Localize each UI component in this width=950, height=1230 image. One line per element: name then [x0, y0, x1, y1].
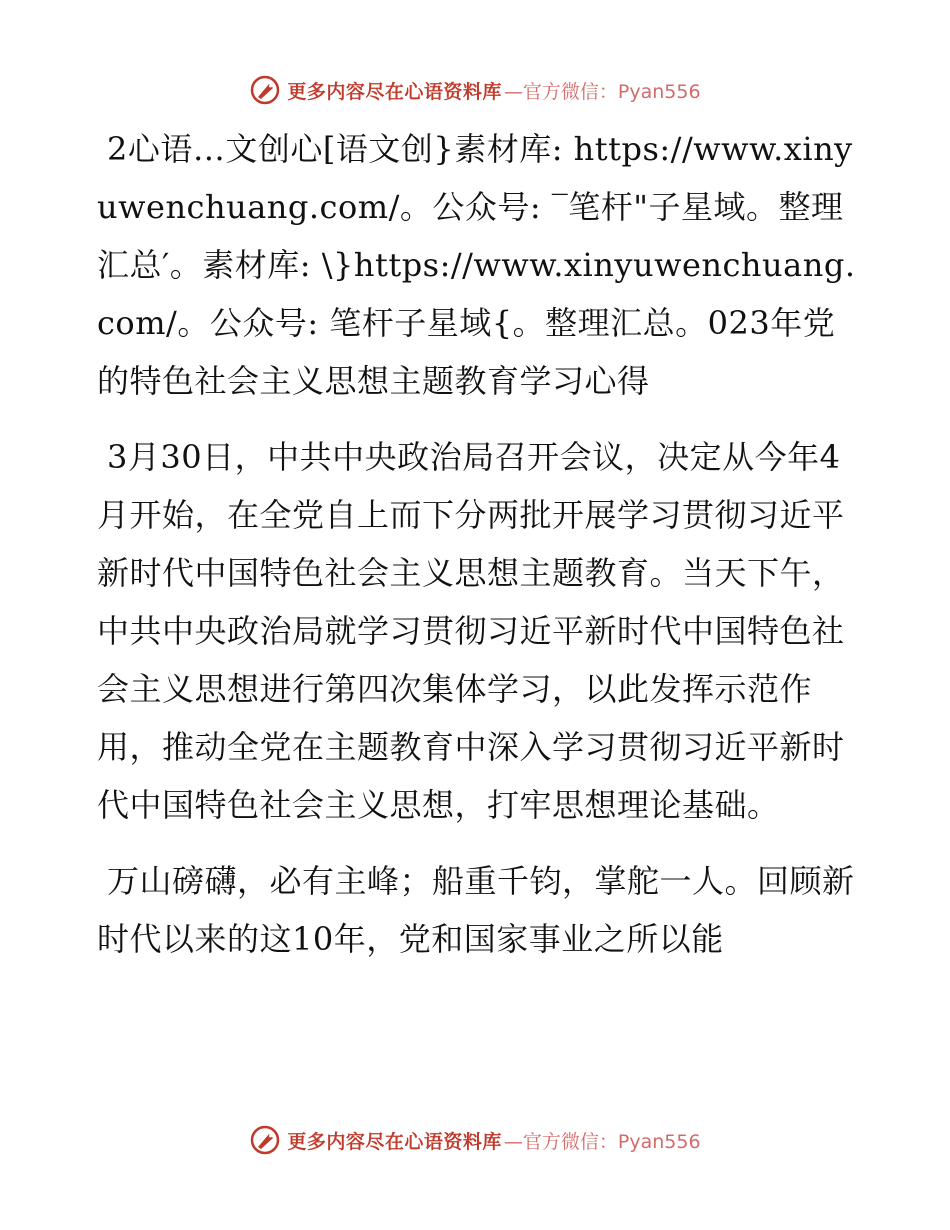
header-banner — [0, 70, 950, 110]
paragraph-2: 3月30日，中共中央政治局召开会议，决定从今年4月开始，在全党自上而下分两批开展学习贯彻习近平新时代中国特色社会主义思想主题教育。当天下午，中共中央政治局就学习贯彻习近平新时代中国特色社会主义思想进行第四次集体学习，以此发挥示范作用，推动全党在主题教育中深入学习贯彻习近平新时代中国特色社会主义思想，打牢思想理论基础。 — [97, 438, 845, 824]
paragraph-1: 2心语…文创心[语文创}素材库: https://www.xinyuwenchuang.com/。公众号: ‾笔杆"子星域。整理汇总′。素材库: \}https://www.xinyuwenchuang.com/。公众号: 笔杆子星域{。整理汇总。023年党的特色社会主义思想主题教育学习心得 — [97, 130, 856, 400]
banner-main-text: 更多内容尽在心语资料库 — [287, 80, 502, 103]
banner-sub-text: —官方微信：Pyan556 — [503, 80, 701, 103]
pen-nib-icon — [249, 1124, 281, 1156]
footer-banner — [0, 1120, 950, 1160]
document-body — [97, 120, 867, 986]
pen-nib-icon — [249, 74, 281, 106]
paragraph-3: 万山磅礴，必有主峰；船重千钧，掌舵一人。回顾新时代以来的这10年，党和国家事业之所以能 — [97, 862, 855, 958]
banner-main-text: 更多内容尽在心语资料库 — [287, 1130, 502, 1153]
banner-sub-text: —官方微信：Pyan556 — [503, 1130, 701, 1153]
